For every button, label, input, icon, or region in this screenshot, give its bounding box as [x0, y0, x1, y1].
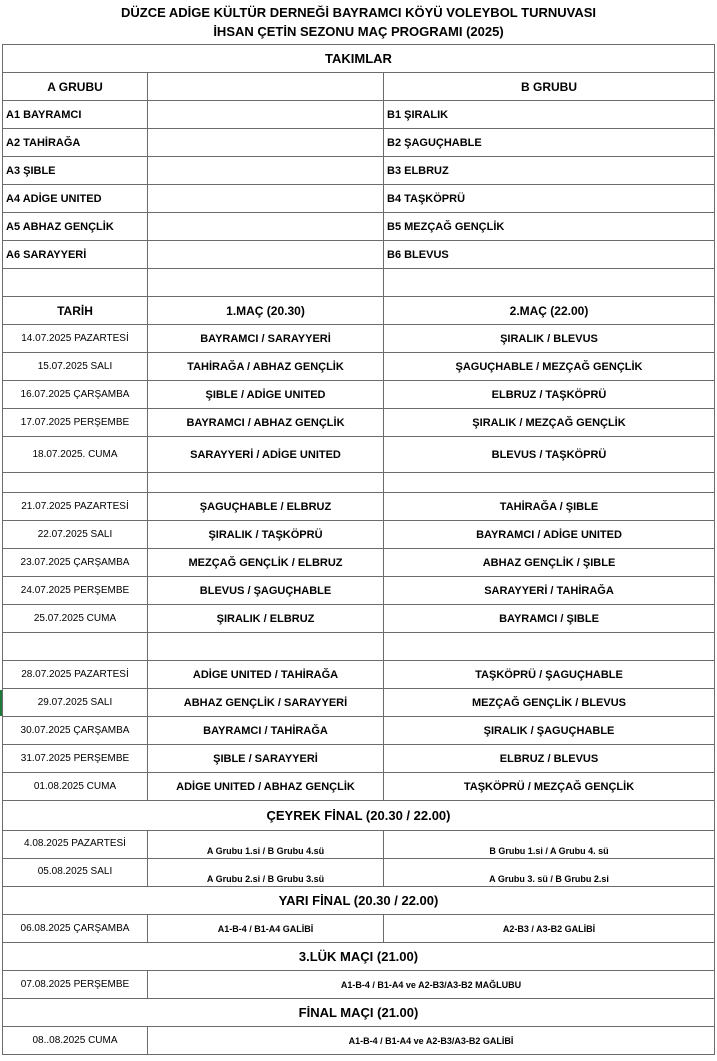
date-column-header[interactable]: TARİH	[3, 297, 148, 325]
third-place-match[interactable]: A1-B-4 / B1-A4 ve A2-B3/A3-B2 MAĞLUBU	[148, 971, 715, 999]
empty-cell[interactable]	[384, 269, 715, 297]
match-1[interactable]: ADİGE UNITED / ABHAZ GENÇLİK	[148, 773, 384, 801]
group-a-header[interactable]: A GRUBU	[3, 73, 148, 101]
match-2[interactable]: A Grubu 3. sü / B Grubu 2.si	[384, 859, 715, 887]
semi-final-heading-row	[3, 887, 715, 915]
match-row	[3, 661, 715, 689]
final-heading[interactable]: FİNAL MAÇI (21.00)	[3, 999, 715, 1027]
match-2[interactable]: ŞIRALIK / BLEVUS	[384, 325, 715, 353]
match-1[interactable]: MEZÇAĞ GENÇLİK / ELBRUZ	[148, 549, 384, 577]
empty-cell[interactable]	[384, 473, 715, 493]
match-1[interactable]: ADİGE UNITED / TAHİRAĞA	[148, 661, 384, 689]
team-b-cell[interactable]: B2 ŞAGUÇHABLE	[384, 129, 715, 157]
match-row	[3, 745, 715, 773]
match-date[interactable]: 15.07.2025 SALI	[3, 353, 148, 381]
match-1[interactable]: ŞIBLE / ADİGE UNITED	[148, 381, 384, 409]
match-row	[3, 381, 715, 409]
document-title	[0, 0, 717, 44]
schedule-table	[2, 44, 715, 1055]
team-row	[3, 129, 715, 157]
third-place-heading-row	[3, 943, 715, 971]
match-date[interactable]: 05.08.2025 SALI	[3, 859, 148, 887]
match-1[interactable]: A Grubu 1.si / B Grubu 4.sü	[148, 831, 384, 859]
empty-cell[interactable]	[148, 269, 384, 297]
match-2[interactable]: TAŞKÖPRÜ / ŞAGUÇHABLE	[384, 661, 715, 689]
match-row	[3, 521, 715, 549]
match-row	[3, 325, 715, 353]
match-date[interactable]: 01.08.2025 CUMA	[3, 773, 148, 801]
match-row	[3, 773, 715, 801]
match-date[interactable]: 21.07.2025 PAZARTESİ	[3, 493, 148, 521]
quarter-final-heading-row	[3, 801, 715, 831]
match-2[interactable]: BAYRAMCI / ŞIBLE	[384, 605, 715, 633]
teams-heading-row	[3, 45, 715, 73]
match-row	[3, 717, 715, 745]
match-date[interactable]: 4.08.2025 PAZARTESİ	[3, 831, 148, 859]
match-1[interactable]: SARAYYERİ / ADİGE UNITED	[148, 437, 384, 473]
schedule-header-row	[3, 297, 715, 325]
match-2[interactable]: ABHAZ GENÇLİK / ŞIBLE	[384, 549, 715, 577]
match-date[interactable]: 07.08.2025 PERŞEMBE	[3, 971, 148, 999]
third-place-row	[3, 971, 715, 999]
blank-row	[3, 269, 715, 297]
match-date[interactable]: 23.07.2025 ÇARŞAMBA	[3, 549, 148, 577]
teams-heading: TAKIMLAR	[3, 45, 715, 73]
match-1[interactable]: BLEVUS / ŞAGUÇHABLE	[148, 577, 384, 605]
empty-cell[interactable]	[148, 633, 384, 661]
empty-cell[interactable]	[148, 213, 384, 241]
team-a-cell[interactable]: A4 ADİGE UNITED	[3, 185, 148, 213]
empty-cell[interactable]	[148, 129, 384, 157]
match-1[interactable]: BAYRAMCI / SARAYYERİ	[148, 325, 384, 353]
match-date[interactable]: 17.07.2025 PERŞEMBE	[3, 409, 148, 437]
match-2[interactable]: ŞAGUÇHABLE / MEZÇAĞ GENÇLİK	[384, 353, 715, 381]
team-b-cell[interactable]: B3 ELBRUZ	[384, 157, 715, 185]
match-2[interactable]: BAYRAMCI / ADİGE UNITED	[384, 521, 715, 549]
match-row	[3, 605, 715, 633]
group-header-row	[3, 73, 715, 101]
match-1[interactable]: TAHİRAĞA / ABHAZ GENÇLİK	[148, 353, 384, 381]
team-row	[3, 213, 715, 241]
quarter-final-row	[3, 831, 715, 859]
match-date[interactable]: 31.07.2025 PERŞEMBE	[3, 745, 148, 773]
match-row	[3, 353, 715, 381]
team-b-cell[interactable]: B4 TAŞKÖPRÜ	[384, 185, 715, 213]
empty-cell[interactable]	[3, 473, 148, 493]
match-1[interactable]: BAYRAMCI / TAHİRAĞA	[148, 717, 384, 745]
team-row	[3, 241, 715, 269]
match-row	[3, 493, 715, 521]
team-a-cell[interactable]: A1 BAYRAMCI	[3, 101, 148, 129]
match-2[interactable]: SARAYYERİ / TAHİRAĞA	[384, 577, 715, 605]
team-a-cell[interactable]: A3 ŞIBLE	[3, 157, 148, 185]
match-2[interactable]: ŞIRALIK / MEZÇAĞ GENÇLİK	[384, 409, 715, 437]
semi-final-heading[interactable]: YARI FİNAL (20.30 / 22.00)	[3, 887, 715, 915]
team-a-cell[interactable]: A2 TAHİRAĞA	[3, 129, 148, 157]
team-row	[3, 101, 715, 129]
match-date[interactable]: 28.07.2025 PAZARTESİ	[3, 661, 148, 689]
match-date[interactable]: 08..08.2025 CUMA	[3, 1027, 148, 1055]
match-1[interactable]: ABHAZ GENÇLİK / SARAYYERİ	[148, 689, 384, 717]
match-1[interactable]: ŞIBLE / SARAYYERİ	[148, 745, 384, 773]
match-1[interactable]: ŞIRALIK / ELBRUZ	[148, 605, 384, 633]
title-line-1: DÜZCE ADİGE KÜLTÜR DERNEĞİ BAYRAMCI KÖYÜ VOLEYBOL TURNUVASI	[120, 5, 596, 20]
match-1[interactable]: A1-B-4 / B1-A4 GALİBİ	[148, 915, 384, 943]
team-b-cell[interactable]: B5 MEZÇAĞ GENÇLİK	[384, 213, 715, 241]
match-2[interactable]: MEZÇAĞ GENÇLİK / BLEVUS	[384, 689, 715, 717]
match-date[interactable]: 29.07.2025 SALI	[3, 689, 148, 717]
match-2[interactable]: TAHİRAĞA / ŞIBLE	[384, 493, 715, 521]
match-1[interactable]: BAYRAMCI / ABHAZ GENÇLİK	[148, 409, 384, 437]
empty-cell[interactable]	[148, 73, 384, 101]
match-2[interactable]: ELBRUZ / TAŞKÖPRÜ	[384, 381, 715, 409]
match-date[interactable]: 18.07.2025. CUMA	[3, 437, 148, 473]
quarter-final-row	[3, 859, 715, 887]
group-b-header[interactable]: B GRUBU	[384, 73, 715, 101]
blank-row	[3, 473, 715, 493]
title-line-2: İHSAN ÇETİN SEZONU MAÇ PROGRAMI (2025)	[213, 24, 504, 39]
final-match[interactable]: A1-B-4 / B1-A4 ve A2-B3/A3-B2 GALİBİ	[148, 1027, 715, 1055]
match-2[interactable]: B Grubu 1.si / A Grubu 4. sü	[384, 831, 715, 859]
empty-cell[interactable]	[148, 185, 384, 213]
final-heading-row	[3, 999, 715, 1027]
match-1[interactable]: ŞAGUÇHABLE / ELBRUZ	[148, 493, 384, 521]
team-b-cell[interactable]: B1 ŞIRALIK	[384, 101, 715, 129]
empty-cell[interactable]	[148, 101, 384, 129]
match-2[interactable]: BLEVUS / TAŞKÖPRÜ	[384, 437, 715, 473]
match-row	[3, 437, 715, 473]
team-a-cell[interactable]: A6 SARAYYERİ	[3, 241, 148, 269]
match-1[interactable]: A Grubu 2.si / B Grubu 3.sü	[148, 859, 384, 887]
match-date[interactable]: 16.07.2025 ÇARŞAMBA	[3, 381, 148, 409]
match-date[interactable]: 06.08.2025 ÇARŞAMBA	[3, 915, 148, 943]
empty-cell[interactable]	[148, 241, 384, 269]
match-date[interactable]: 24.07.2025 PERŞEMBE	[3, 577, 148, 605]
team-b-cell[interactable]: B6 BLEVUS	[384, 241, 715, 269]
match-row	[3, 689, 715, 717]
empty-cell[interactable]	[3, 269, 148, 297]
semi-final-row	[3, 915, 715, 943]
quarter-final-heading[interactable]: ÇEYREK FİNAL (20.30 / 22.00)	[3, 801, 715, 831]
match-2[interactable]: A2-B3 / A3-B2 GALİBİ	[384, 915, 715, 943]
match-date[interactable]: 22.07.2025 SALI	[3, 521, 148, 549]
team-row	[3, 185, 715, 213]
team-a-cell[interactable]: A5 ABHAZ GENÇLİK	[3, 213, 148, 241]
match-row	[3, 549, 715, 577]
third-place-heading[interactable]: 3.LÜK MAÇI (21.00)	[3, 943, 715, 971]
match1-column-header[interactable]: 1.MAÇ (20.30)	[148, 297, 384, 325]
blank-row	[3, 633, 715, 661]
match-2[interactable]: TAŞKÖPRÜ / MEZÇAĞ GENÇLİK	[384, 773, 715, 801]
match-date[interactable]: 14.07.2025 PAZARTESİ	[3, 325, 148, 353]
final-row	[3, 1027, 715, 1055]
match-2[interactable]: ŞIRALIK / ŞAGUÇHABLE	[384, 717, 715, 745]
empty-cell[interactable]	[384, 633, 715, 661]
empty-cell[interactable]	[148, 473, 384, 493]
empty-cell[interactable]	[148, 157, 384, 185]
team-row	[3, 157, 715, 185]
match-date[interactable]: 25.07.2025 CUMA	[3, 605, 148, 633]
empty-cell[interactable]	[3, 633, 148, 661]
match-1[interactable]: ŞIRALIK / TAŞKÖPRÜ	[148, 521, 384, 549]
match2-column-header[interactable]: 2.MAÇ (22.00)	[384, 297, 715, 325]
match-2[interactable]: ELBRUZ / BLEVUS	[384, 745, 715, 773]
match-row	[3, 409, 715, 437]
match-row	[3, 577, 715, 605]
match-date[interactable]: 30.07.2025 ÇARŞAMBA	[3, 717, 148, 745]
